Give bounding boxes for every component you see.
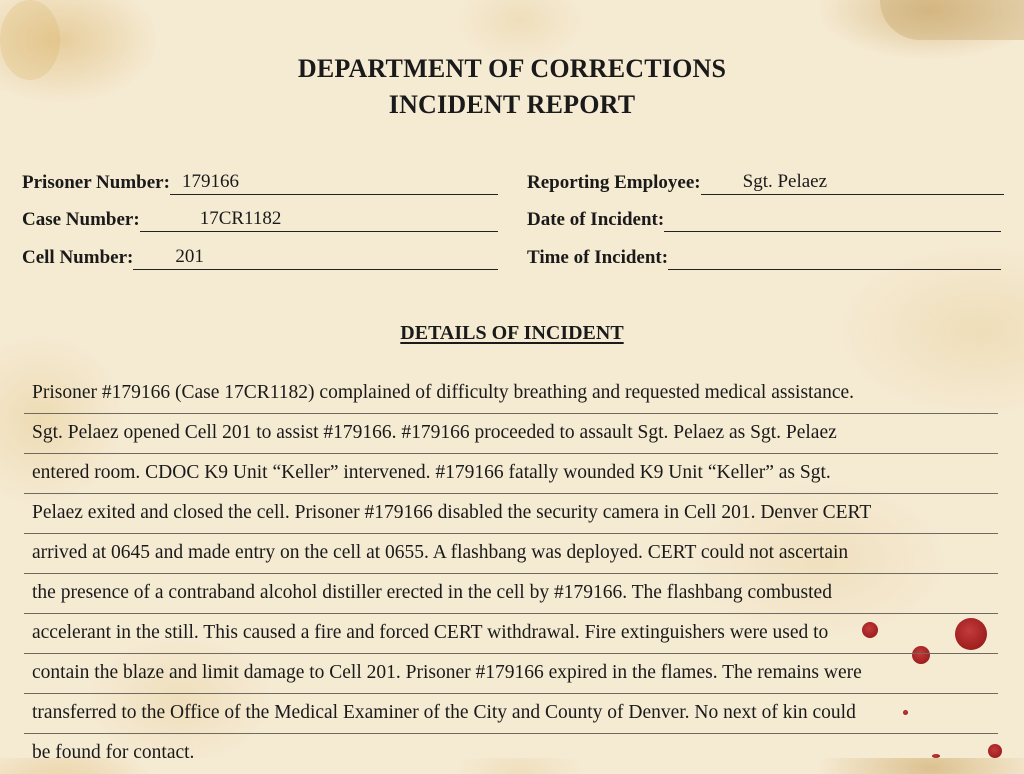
cell-number-label: Cell Number: xyxy=(22,247,134,268)
reporting-employee-value: Sgt. Pelaez xyxy=(742,171,828,192)
report-department-heading: DEPARTMENT OF CORRECTIONS xyxy=(297,54,727,83)
details-line: Pelaez exited and closed the cell. Prisoner #179166 disabled the security camera in Cell 201. Denver CERT xyxy=(24,494,998,534)
paper-stain xyxy=(880,0,1024,40)
details-line: be found for contact. xyxy=(32,742,195,763)
time-of-incident-label: Time of Incident: xyxy=(527,247,669,268)
reporting-employee-line xyxy=(701,172,1004,195)
time-of-incident-field xyxy=(527,246,1001,270)
prisoner-number-field xyxy=(22,171,498,195)
reporting-employee-field xyxy=(527,171,1004,195)
case-number-value: 17CR1182 xyxy=(199,208,282,229)
date-of-incident-label: Date of Incident: xyxy=(527,209,665,230)
cell-number-value: 201 xyxy=(175,246,204,267)
details-line: Sgt. Pelaez opened Cell 201 to assist #179166. #179166 proceeded to assault Sgt. Pelaez as Sgt. Pelaez xyxy=(24,414,998,454)
reporting-employee-label: Reporting Employee: xyxy=(527,172,701,193)
cell-number-line xyxy=(133,247,498,270)
details-section-title: DETAILS OF INCIDENT xyxy=(400,322,624,344)
details-line: the presence of a contraband alcohol distiller erected in the cell by #179166. The flashbang combusted xyxy=(24,574,998,614)
details-line: transferred to the Office of the Medical Examiner of the City and County of Denver. No next of kin could xyxy=(24,694,998,734)
case-number-field xyxy=(22,208,498,232)
details-text-block xyxy=(24,374,998,774)
prisoner-number-line xyxy=(170,172,498,195)
case-number-line xyxy=(140,209,498,232)
details-line: Prisoner #179166 (Case 17CR1182) complained of difficulty breathing and requested medical assistance. xyxy=(24,374,998,414)
details-line: entered room. CDOC K9 Unit “Keller” intervened. #179166 fatally wounded K9 Unit “Keller” as Sgt. xyxy=(24,454,998,494)
prisoner-number-value: 179166 xyxy=(181,171,239,192)
date-of-incident-line xyxy=(664,209,1001,232)
details-line: contain the blaze and limit damage to Cell 201. Prisoner #179166 expired in the flames. The remains were xyxy=(24,654,998,694)
cell-number-field xyxy=(22,246,498,270)
prisoner-number-label: Prisoner Number: xyxy=(22,172,170,193)
details-line: arrived at 0645 and made entry on the cell at 0655. A flashbang was deployed. CERT could not ascertain xyxy=(24,534,998,574)
case-number-label: Case Number: xyxy=(22,209,140,230)
date-of-incident-field xyxy=(527,208,1001,232)
report-title: INCIDENT REPORT xyxy=(388,90,636,119)
time-of-incident-line xyxy=(668,247,1001,270)
details-line: accelerant in the still. This caused a fire and forced CERT withdrawal. Fire extinguishers were used to xyxy=(24,614,998,654)
